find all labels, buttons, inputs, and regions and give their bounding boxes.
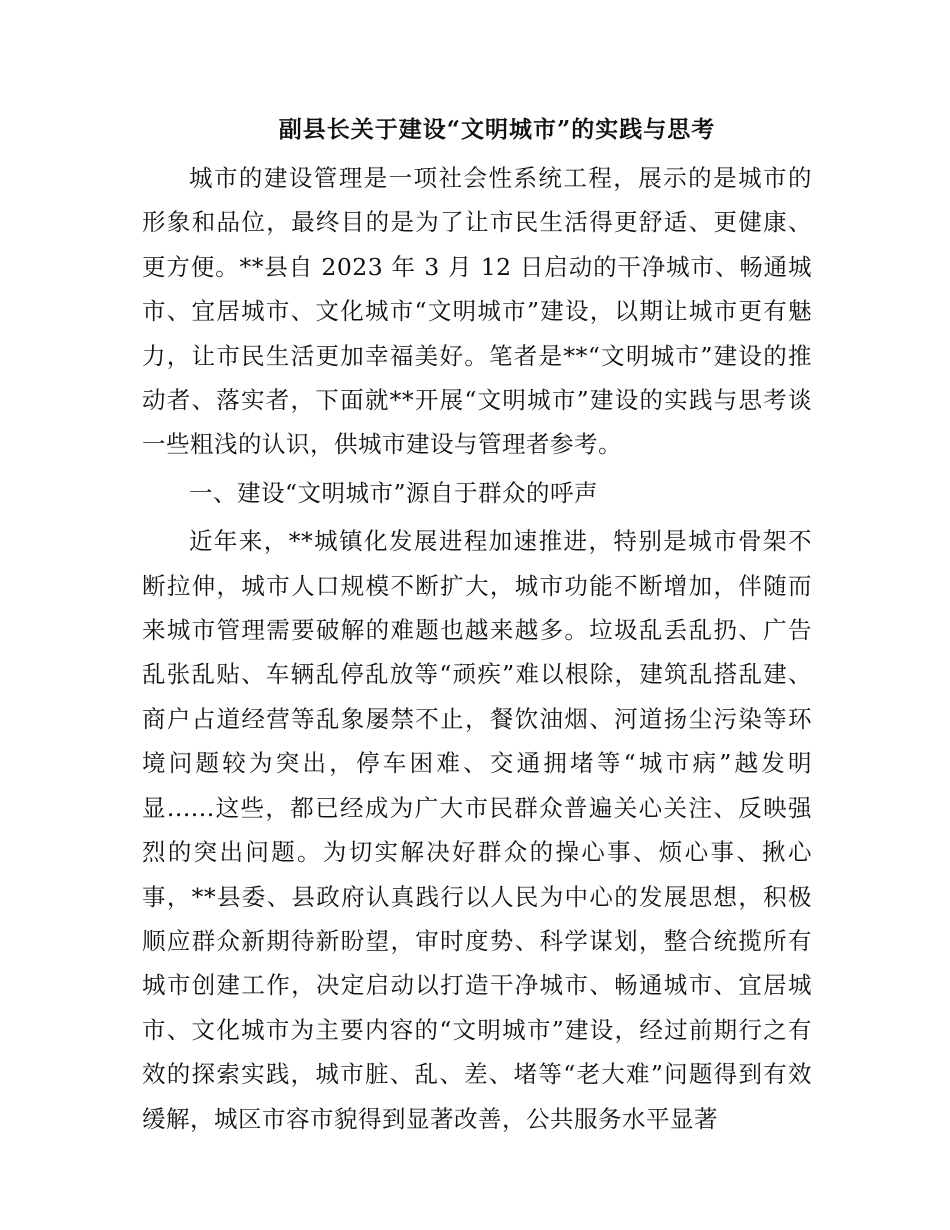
document-title: 副县长关于建设“文明城市”的实践与思考 [278, 116, 716, 143]
section-1-paragraph: 近年来，**城镇化发展进程加速推进，特别是城市骨架不断拉伸，城市人口规模不断扩大，城市功能不断增加，伴随而来城市管理需要破解的难题也越来越多。垃圾乱丢乱扔、广告乱张乱贴、车辆乱停乱放等“顽疾”难以根除，建筑乱搭乱建、商户占道经营等乱象屡禁不止，餐饮油烟、河道扬尘污染等环境问题较为突出，停车困难、交通拥堵等“城市病”越发明显......这些，都已经成为广大市民群众普遍关心关注、反映强烈的突出问题。为切实解决好群众的操心事、烦心事、揪心事，**县委、县政府认真践行以人民为中心的发展思想，积极顺应群众新期待新盼望，审时度势、科学谋划，整合统揽所有城市创建工作，决定启动以打造干净城市、畅通城市、宜居城市、文化城市为主要内容的“文明城市”建设，经过前期行之有效的探索实践，城市脏、乱、差、堵等“老大难”问题得到有效缓解，城区市容市貌得到显著改善，公共服务水平显著 [142, 527, 812, 1133]
intro-paragraph: 城市的建设管理是一项社会性系统工程，展示的是城市的形象和品位，最终目的是为了让市民生活得更舒适、更健康、更方便。**县自 2023 年 3 月 12 日启动的干净城市、畅通城市、宜居城市、文化城市“文明城市”建设，以期让城市更有魅力，让市民生活更加幸福美好。笔者是**“文明城市”建设的推动者、落实者，下面就**开展“文明城市”建设的实践与思考谈一些粗浅的认识，供城市建设与管理者参考。 [142, 164, 812, 459]
document-page [142, 108, 812, 1141]
section-heading-1: 一、建设“文明城市”源自于群众的呼声 [189, 478, 599, 507]
